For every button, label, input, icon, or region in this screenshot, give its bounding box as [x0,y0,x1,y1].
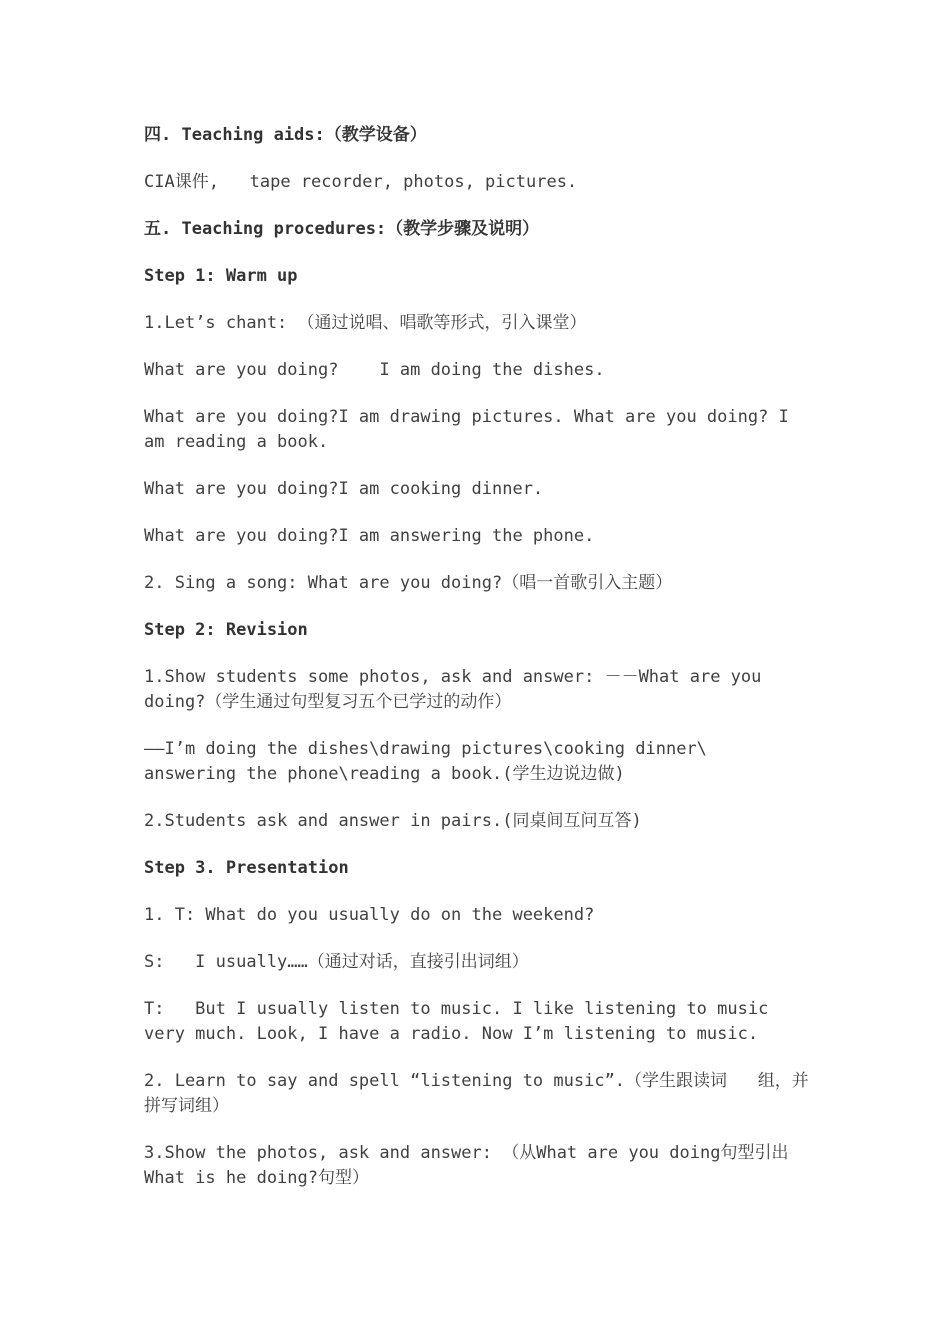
paragraph-chant-line-1: What are you doing? I am doing the dishes. [144,360,605,380]
paragraph-revision-answers: ——I’m doing the dishes\drawing pictures\cooking dinner\ answering the phone\reading a book.(学生边说边做) [144,739,718,784]
step-heading-warm-up: Step 1: Warm up [144,266,298,286]
paragraph-presentation-3: 3.Show the photos, ask and answer: （从What are you doing句型引出What is he doing?句型） [144,1143,789,1188]
paragraph-revision-1: 1.Show students some photos, ask and answer: －－What are you doing?（学生通过句型复习五个已学过的动作） [144,667,772,712]
section-heading-teaching-aids: 四. Teaching aids:（教学设备） [144,125,427,145]
step-heading-presentation: Step 3. Presentation [144,858,349,878]
paragraph-presentation-2: 2. Learn to say and spell “listening to music”.（学生跟读词 组，并拼写词组） [144,1071,809,1116]
paragraph-sing-song: 2. Sing a song: What are you doing?（唱一首歌引入主题） [144,573,673,593]
paragraph-presentation-teacher: T: But I usually listen to music. I like listening to music very much. Look, I have a radio. Now I’m listening to music. [144,999,779,1044]
paragraph-chant-line-3: What are you doing?I am cooking dinner. [144,479,544,499]
paragraph-chant: 1.Let’s chant: （通过说唱、唱歌等形式，引入课堂） [144,313,587,333]
document-body [144,123,809,1213]
paragraph-presentation-student: S: I usually……（通过对话，直接引出词组） [144,952,529,972]
paragraph-teaching-aids-list: CIA课件, tape recorder, photos, pictures. [144,172,578,192]
paragraph-presentation-1: 1. T: What do you usually do on the weekend? [144,905,595,925]
paragraph-revision-2: 2.Students ask and answer in pairs.(同桌间互问互答) [144,811,642,831]
paragraph-chant-line-2: What are you doing?I am drawing pictures. What are you doing? I am reading a book. [144,407,800,452]
section-heading-teaching-procedures: 五. Teaching procedures:（教学步骤及说明） [144,219,540,239]
step-heading-revision: Step 2: Revision [144,620,308,640]
paragraph-chant-line-4: What are you doing?I am answering the phone. [144,526,595,546]
